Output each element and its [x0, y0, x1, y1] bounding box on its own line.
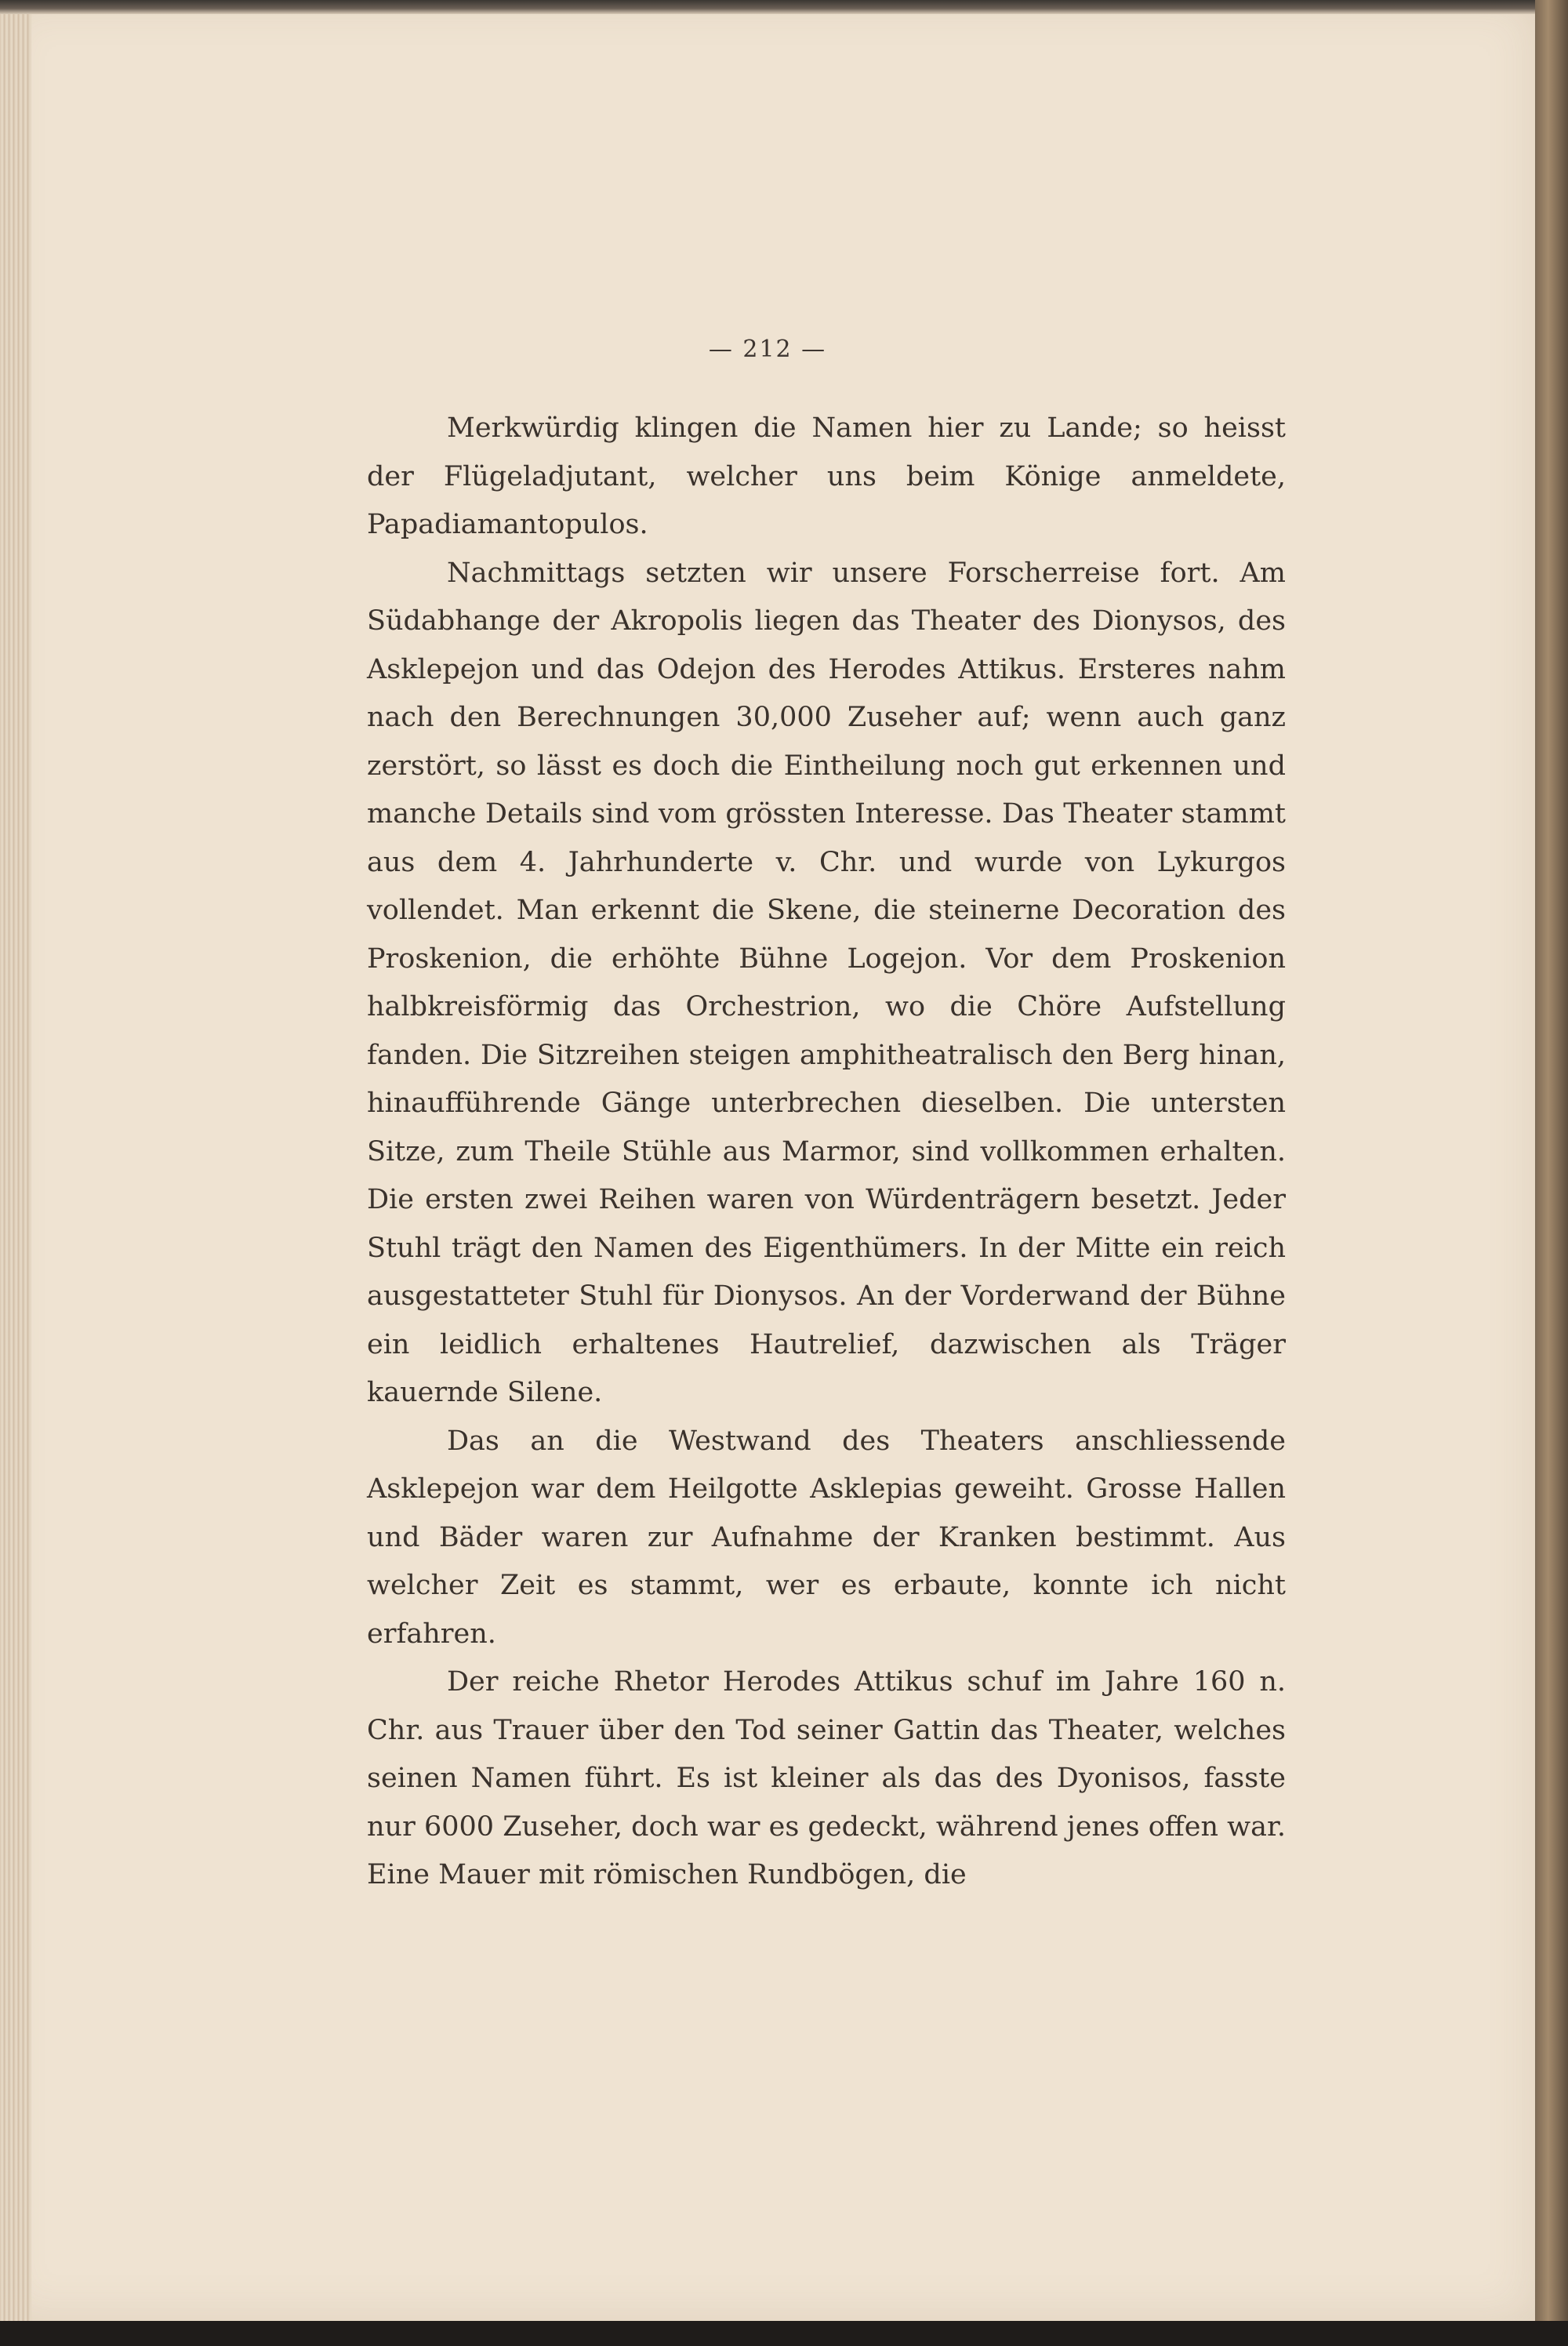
paragraph-2: Nachmittags setzten wir unsere Forscherreise fort. Am Südabhange der Akropolis liegen das Theater des Dionysos, des Asklepejon und das Odejon des Herodes Attikus. Ersteres nahm nach den Berechnungen 30,000 Zuseher auf; wenn auch ganz zerstört, so lässt es doch die Eintheilung noch gut erkennen und manche Details sind vom grössten Interesse. Das Theater stammt aus dem 4. Jahrhunderte v. Chr. und wurde von Lykurgos vollendet. Man erkennt die Skene, die steinerne Decoration des Proskenion, die erhöhte Bühne Logejon. Vor dem Proskenion halbkreisförmig das Orchestrion, wo die Chöre Aufstellung fanden. Die Sitzreihen steigen amphitheatralisch den Berg hinan, hinaufführende Gänge unterbrechen dieselben. Die untersten Sitze, zum Theile Stühle aus Marmor, sind vollkommen erhalten. Die ersten zwei Reihen waren von Würdenträgern besetzt. Jeder Stuhl trägt den Namen des Eigenthümers. In der Mitte ein reich ausgestatteter Stuhl für Dionysos. An der Vorderwand der Bühne ein leidlich erhaltenes Hautrelief, dazwischen als Träger kauernde Silene.: [367, 557, 1286, 1408]
book-binding-edge: [1535, 0, 1568, 2346]
paragraph-3: Das an die Westwand des Theaters anschliessende Asklepejon war dem Heilgotte Asklepias geweiht. Grosse Hallen und Bäder waren zur Aufnahme der Kranken bestimmt. Aus welcher Zeit es stammt, wer es erbaute, konnte ich nicht erfahren.: [367, 1425, 1286, 1650]
scan-background-bottom: [0, 2321, 1568, 2346]
page-edge-top: [0, 0, 1535, 14]
paragraph-1: Merkwürdig klingen die Namen hier zu Lande; so heisst der Flügeladjutant, welcher uns beim Könige anmeldete, Papadiamantopulos.: [367, 412, 1286, 540]
body-text: [367, 405, 1286, 1900]
paragraph-4: Der reiche Rhetor Herodes Attikus schuf im Jahre 160 n. Chr. aus Trauer über den Tod seiner Gattin das Theater, welches seinen Namen führt. Es ist kleiner als das des Dyonisos, fasste nur 6000 Zuseher, doch war es gedeckt, während jenes offen war. Eine Mauer mit römischen Rundbögen, die: [367, 1666, 1286, 1890]
page-number: — 212 —: [708, 336, 827, 363]
